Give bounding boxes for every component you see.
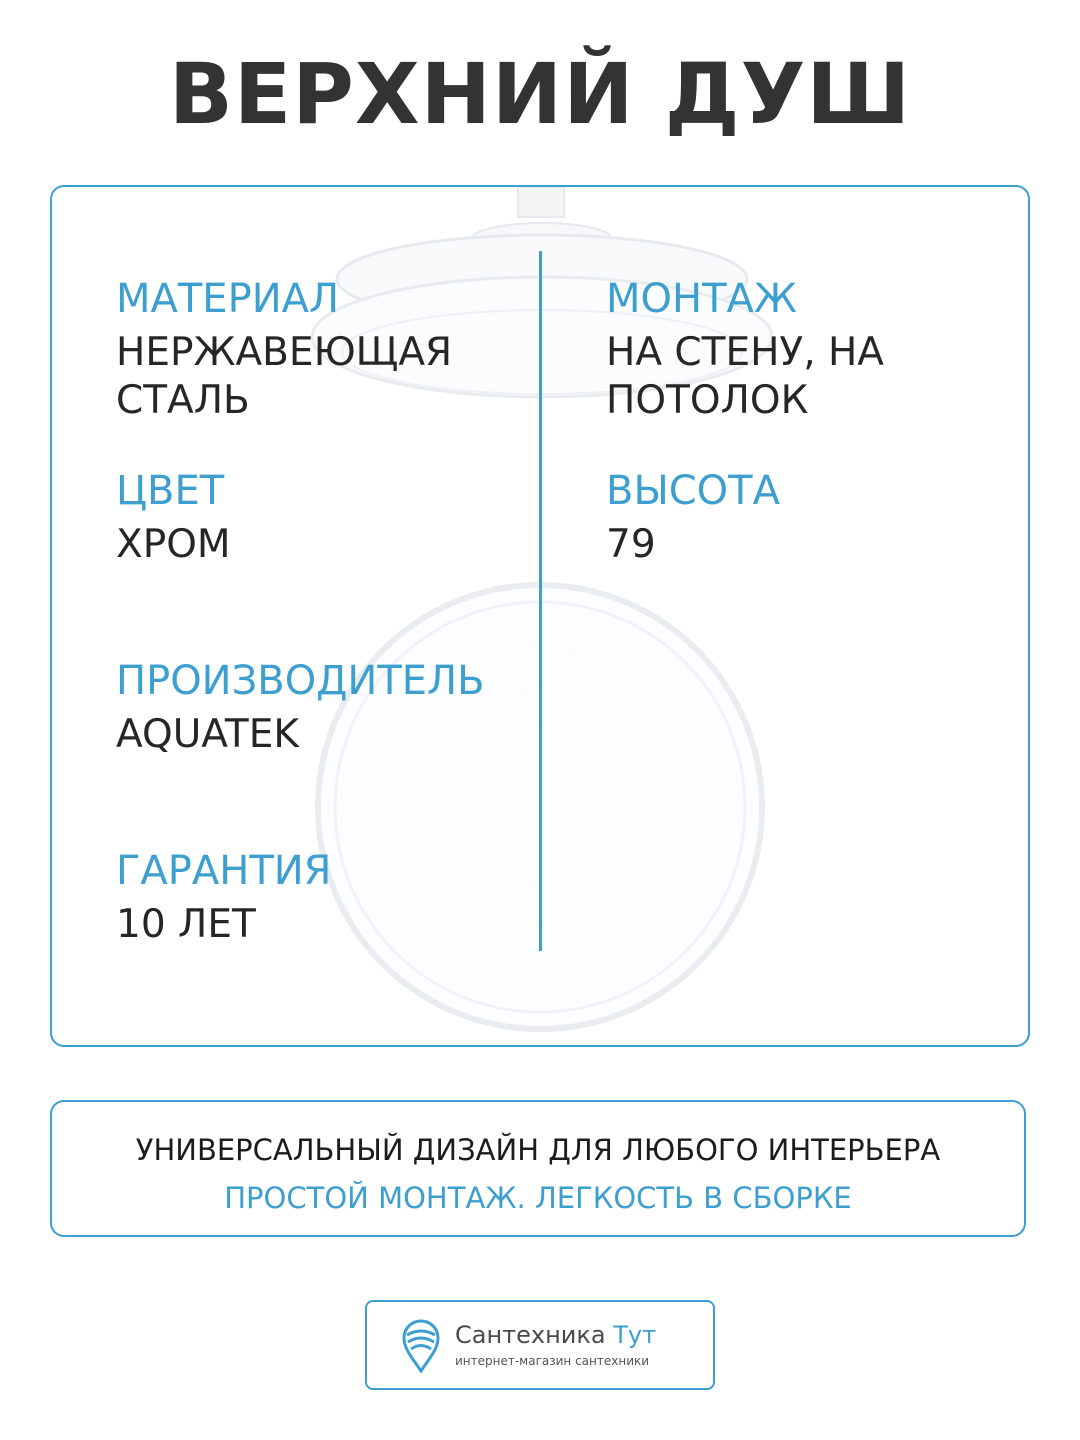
spec-value-manufacturer: AQUATEK bbox=[116, 712, 299, 757]
brand-name-main: Сантехника bbox=[455, 1321, 606, 1349]
brand-badge bbox=[365, 1300, 715, 1390]
benefits-card bbox=[50, 1100, 1026, 1237]
spec-value-height: 79 bbox=[606, 522, 656, 567]
spec-label-manufacturer: ПРОИЗВОДИТЕЛЬ bbox=[116, 658, 485, 704]
spec-label-material: МАТЕРИАЛ bbox=[116, 276, 340, 322]
brand-name-accent: Тут bbox=[613, 1321, 657, 1349]
spec-color bbox=[116, 467, 556, 569]
location-pin-icon bbox=[401, 1319, 441, 1373]
benefit-secondary: ПРОСТОЙ МОНТАЖ. ЛЕГКОСТЬ В СБОРКЕ bbox=[224, 1181, 852, 1215]
spec-label-warranty: ГАРАНТИЯ bbox=[116, 848, 332, 894]
spec-mounting bbox=[606, 275, 986, 425]
spec-value-mounting: НА СТЕНУ, НА ПОТОЛОК bbox=[606, 330, 884, 423]
page-title: ВЕРХНИЙ ДУШ bbox=[168, 45, 912, 143]
spec-value-color: ХРОМ bbox=[116, 522, 231, 567]
spec-value-material: НЕРЖАВЕЮЩАЯ СТАЛЬ bbox=[116, 330, 453, 423]
spec-warranty bbox=[116, 847, 556, 949]
brand-tagline: интернет-магазин сантехники bbox=[455, 1354, 650, 1368]
spec-value-warranty: 10 ЛЕТ bbox=[116, 902, 256, 947]
spec-label-color: ЦВЕТ bbox=[116, 468, 225, 514]
brand-name bbox=[455, 1321, 656, 1349]
spec-manufacturer bbox=[116, 657, 556, 759]
spec-material bbox=[116, 275, 556, 425]
spec-label-mounting: МОНТАЖ bbox=[606, 276, 797, 322]
benefit-primary: УНИВЕРСАЛЬНЫЙ ДИЗАЙН ДЛЯ ЛЮБОГО ИНТЕРЬЕРА bbox=[135, 1133, 941, 1167]
spec-height bbox=[606, 467, 986, 569]
spec-label-height: ВЫСОТА bbox=[606, 468, 780, 514]
specs-card bbox=[50, 185, 1030, 1047]
